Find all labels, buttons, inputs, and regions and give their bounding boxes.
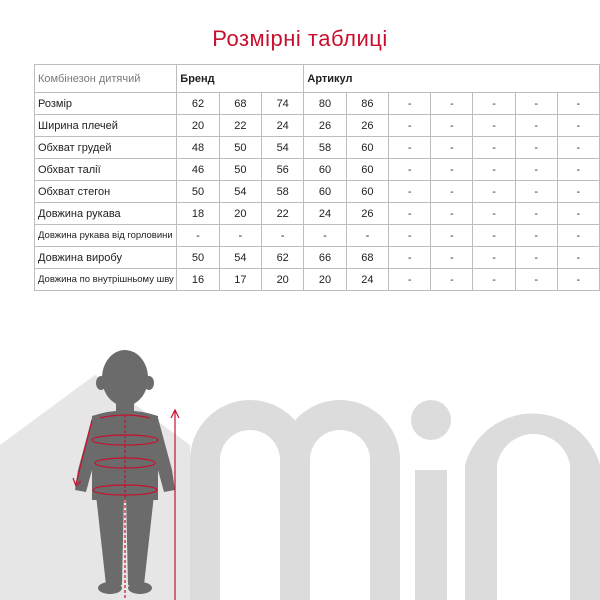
table-cell: 20	[262, 269, 304, 291]
table-cell: 24	[262, 115, 304, 137]
table-header-row	[35, 65, 600, 93]
table-cell: -	[515, 115, 557, 137]
table-cell: 74	[262, 93, 304, 115]
table-cell: -	[431, 225, 473, 247]
table-row	[35, 247, 600, 269]
table-cell: -	[389, 269, 431, 291]
table-cell: 46	[177, 159, 219, 181]
table-cell: -	[431, 247, 473, 269]
table-cell: -	[389, 181, 431, 203]
size-table	[34, 64, 600, 291]
table-cell: 24	[346, 269, 388, 291]
row-label: Довжина рукава від горловини	[35, 225, 177, 247]
table-cell: -	[515, 137, 557, 159]
brand-label: Бренд	[177, 65, 304, 93]
table-row	[35, 115, 600, 137]
table-cell: -	[473, 137, 515, 159]
table-cell: 62	[177, 93, 219, 115]
table-cell: -	[431, 93, 473, 115]
row-label: Довжина по внутрішньому шву	[35, 269, 177, 291]
table-cell: 60	[346, 181, 388, 203]
table-cell: -	[304, 225, 346, 247]
table-cell: 16	[177, 269, 219, 291]
table-row	[35, 225, 600, 247]
table-cell: -	[389, 225, 431, 247]
table-cell: 50	[177, 181, 219, 203]
table-row	[35, 93, 600, 115]
table-cell: -	[431, 159, 473, 181]
table-cell: -	[431, 115, 473, 137]
table-cell: -	[431, 269, 473, 291]
table-cell: -	[515, 203, 557, 225]
table-cell: -	[557, 247, 599, 269]
table-cell: 24	[304, 203, 346, 225]
table-cell: -	[389, 159, 431, 181]
table-cell: -	[431, 181, 473, 203]
table-cell: -	[473, 225, 515, 247]
table-cell: 48	[177, 137, 219, 159]
table-cell: 18	[177, 203, 219, 225]
table-cell: -	[557, 225, 599, 247]
table-cell: -	[557, 203, 599, 225]
table-cell: -	[473, 203, 515, 225]
table-cell: -	[389, 137, 431, 159]
table-cell: -	[557, 115, 599, 137]
table-cell: -	[389, 203, 431, 225]
table-cell: -	[515, 225, 557, 247]
table-cell: 54	[219, 247, 261, 269]
table-cell: 50	[177, 247, 219, 269]
table-cell: 68	[346, 247, 388, 269]
table-cell: -	[473, 181, 515, 203]
table-cell: -	[515, 181, 557, 203]
table-cell: -	[389, 115, 431, 137]
table-cell: 58	[304, 137, 346, 159]
row-label: Розмір	[35, 93, 177, 115]
table-row	[35, 203, 600, 225]
table-cell: 26	[346, 115, 388, 137]
table-cell: 22	[262, 203, 304, 225]
table-cell: 50	[219, 137, 261, 159]
row-label: Ширина плечей	[35, 115, 177, 137]
table-cell: 50	[219, 159, 261, 181]
row-label: Довжина рукава	[35, 203, 177, 225]
product-name: Комбінезон дитячий	[35, 65, 177, 93]
table-cell: -	[473, 115, 515, 137]
table-cell: -	[346, 225, 388, 247]
row-label: Довжина виробу	[35, 247, 177, 269]
table-cell: 60	[304, 181, 346, 203]
table-cell: -	[389, 93, 431, 115]
table-cell: 22	[219, 115, 261, 137]
table-cell: 80	[304, 93, 346, 115]
table-cell: 20	[219, 203, 261, 225]
table-cell: 60	[346, 159, 388, 181]
table-cell: 17	[219, 269, 261, 291]
table-cell: -	[389, 247, 431, 269]
table-cell: -	[557, 93, 599, 115]
table-cell: -	[262, 225, 304, 247]
table-cell: -	[557, 181, 599, 203]
article-label: Артикул	[304, 65, 600, 93]
table-cell: -	[177, 225, 219, 247]
table-cell: 66	[304, 247, 346, 269]
table-cell: -	[515, 269, 557, 291]
table-cell: -	[557, 137, 599, 159]
table-row	[35, 181, 600, 203]
table-cell: 20	[177, 115, 219, 137]
brand-logo	[190, 400, 600, 600]
row-label: Обхват грудей	[35, 137, 177, 159]
table-cell: 56	[262, 159, 304, 181]
table-cell: -	[515, 247, 557, 269]
table-row	[35, 269, 600, 291]
table-cell: 26	[304, 115, 346, 137]
table-cell: -	[473, 247, 515, 269]
table-cell: 86	[346, 93, 388, 115]
table-cell: -	[473, 159, 515, 181]
page-title: Розмірні таблиці	[212, 26, 388, 51]
table-row	[35, 137, 600, 159]
illustration	[0, 320, 600, 600]
table-cell: -	[219, 225, 261, 247]
table-cell: -	[473, 93, 515, 115]
table-cell: 62	[262, 247, 304, 269]
table-cell: -	[557, 159, 599, 181]
table-cell: 68	[219, 93, 261, 115]
table-cell: -	[431, 203, 473, 225]
table-cell: 26	[346, 203, 388, 225]
table-cell: -	[515, 159, 557, 181]
table-cell: 60	[304, 159, 346, 181]
table-cell: -	[473, 269, 515, 291]
table-cell: 54	[262, 137, 304, 159]
row-label: Обхват стегон	[35, 181, 177, 203]
table-cell: 60	[346, 137, 388, 159]
table-cell: -	[557, 269, 599, 291]
table-cell: -	[515, 93, 557, 115]
table-cell: 20	[304, 269, 346, 291]
table-cell: 54	[219, 181, 261, 203]
table-row	[35, 159, 600, 181]
row-label: Обхват талії	[35, 159, 177, 181]
table-cell: -	[431, 137, 473, 159]
table-cell: 58	[262, 181, 304, 203]
